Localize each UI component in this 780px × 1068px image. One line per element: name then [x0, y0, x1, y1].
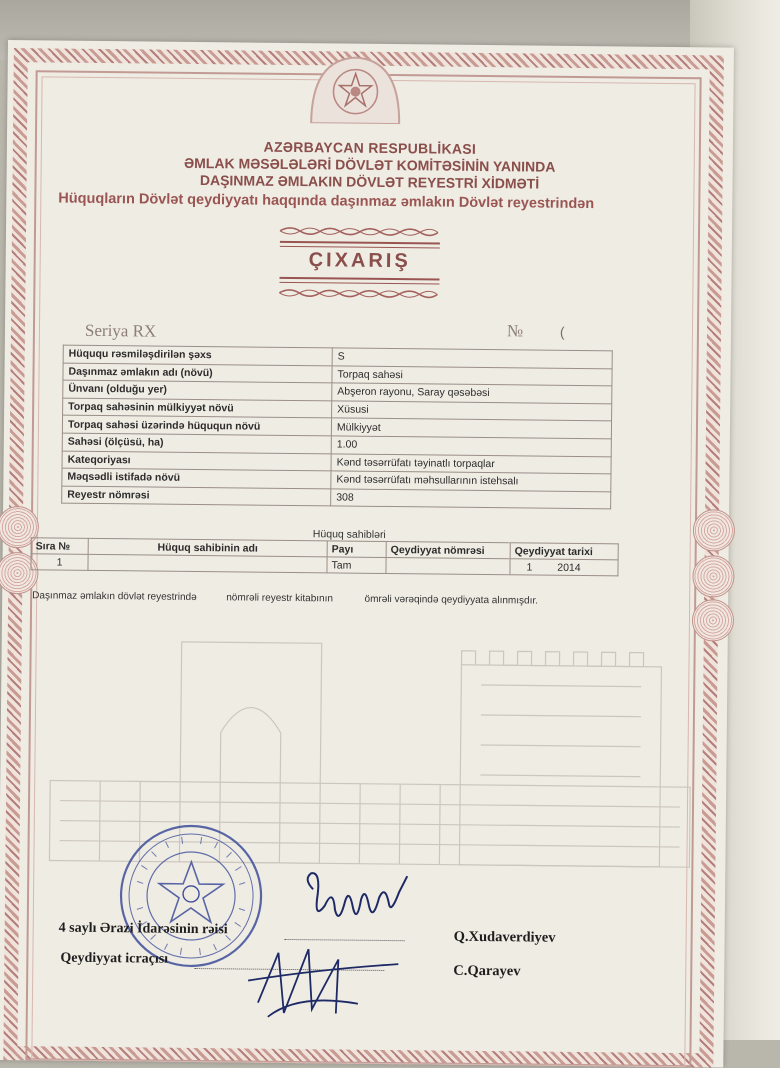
rosette-right-top: [693, 509, 735, 551]
info-label: Məqsədli istifadə növü: [62, 468, 331, 488]
info-label: Torpaq sahəsinin mülkiyyət növü: [63, 398, 332, 418]
reg-date-year: 2014: [557, 561, 581, 574]
signature-1-icon: [299, 869, 420, 940]
number-label: №: [506, 321, 524, 341]
series-label: Seriya RX: [84, 320, 157, 341]
registration-part-3: ömrəli vərəqində qeydiyyata alınmışdır.: [364, 593, 539, 607]
col-name: Hüquq sahibinin adı: [88, 538, 327, 557]
col-no: Sıra №: [31, 538, 88, 555]
registration-part-1: Daşınmaz əmlakın dövlət reyestrində: [32, 590, 197, 604]
info-value: Kənd təsərrüfatı məhsullarının istehsalı: [331, 471, 611, 492]
state-emblem-icon: [307, 53, 404, 124]
header-line-2: ƏMLAK MƏSƏLƏLƏRİ DÖVLƏT KOMİTƏSİNİN YANINDA: [183, 154, 556, 175]
property-info-table: [61, 345, 613, 510]
info-label: Torpaq sahəsi üzərində hüququn növü: [62, 415, 331, 435]
info-label: Ünvanı (olduğu yer): [63, 380, 332, 400]
col-reg-no: Qeydiyyat nömrəsi: [386, 541, 510, 558]
header-line-1: AZƏRBAYCAN RESPUBLİKASI: [263, 138, 477, 157]
head-of-office-name: Q.Xudaverdiyev: [453, 928, 556, 946]
owners-table: [30, 537, 618, 576]
col-share: Payı: [327, 541, 386, 558]
reg-date-day: 1: [526, 560, 533, 574]
info-value: S: [332, 348, 612, 369]
owner-no: 1: [31, 554, 88, 571]
owners-title: Hüquq sahibləri: [312, 528, 386, 541]
owner-name: [88, 554, 327, 573]
rosette-right-mid: [692, 555, 734, 597]
info-label: Kateqoriyası: [62, 451, 331, 471]
info-value: Torpaq sahəsi: [332, 366, 612, 387]
number-value: (: [559, 323, 565, 340]
info-label: Daşınmaz əmlakın adı (növü): [63, 363, 332, 383]
ornament-top-icon: [278, 225, 440, 239]
head-of-office-label: 4 saylı Ərazi İdarəsinin rəisi: [58, 920, 228, 938]
header-line-3: DAŞINMAZ ƏMLAKIN DÖVLƏT REYESTRİ XİDMƏTİ: [199, 172, 540, 192]
info-value: Abşeron rayonu, Saray qəsəbəsi: [332, 383, 612, 404]
registrar-label: Qeydiyyat icraçısı: [60, 950, 169, 967]
signature-2-icon: [238, 932, 409, 1024]
info-label: Sahəsi (ölçüsü, ha): [62, 433, 331, 453]
info-value: 308: [331, 489, 611, 510]
col-reg-date: Qeydiyyat tarixi: [510, 543, 618, 560]
info-label: Reyestr nömrəsi: [62, 486, 331, 506]
registrar-name: C.Qarayev: [453, 962, 521, 980]
info-label: Hüququ rəsmiləşdirilən şəxs: [63, 345, 332, 365]
ornament-bottom-icon: [277, 287, 439, 301]
info-value: 1.00: [331, 436, 611, 457]
document-subtitle: Hüquqların Dövlət qeydiyyatı haqqında daşınmaz əmlakın Dövlət reyestrindən: [58, 190, 595, 213]
info-value: Mülkiyyət: [331, 418, 611, 439]
owner-reg-date: [510, 559, 618, 576]
info-value: Xüsusi: [332, 401, 612, 422]
document-title: ÇIXARIŞ: [308, 249, 411, 273]
info-value: Kənd təsərrüfatı təyinatlı torpaqlar: [331, 453, 611, 474]
owner-share: Tam: [327, 557, 386, 574]
certificate-document: [0, 40, 734, 1068]
registration-part-2: nömrəli reyestr kitabının: [226, 592, 334, 605]
owner-reg-no: [386, 557, 510, 574]
